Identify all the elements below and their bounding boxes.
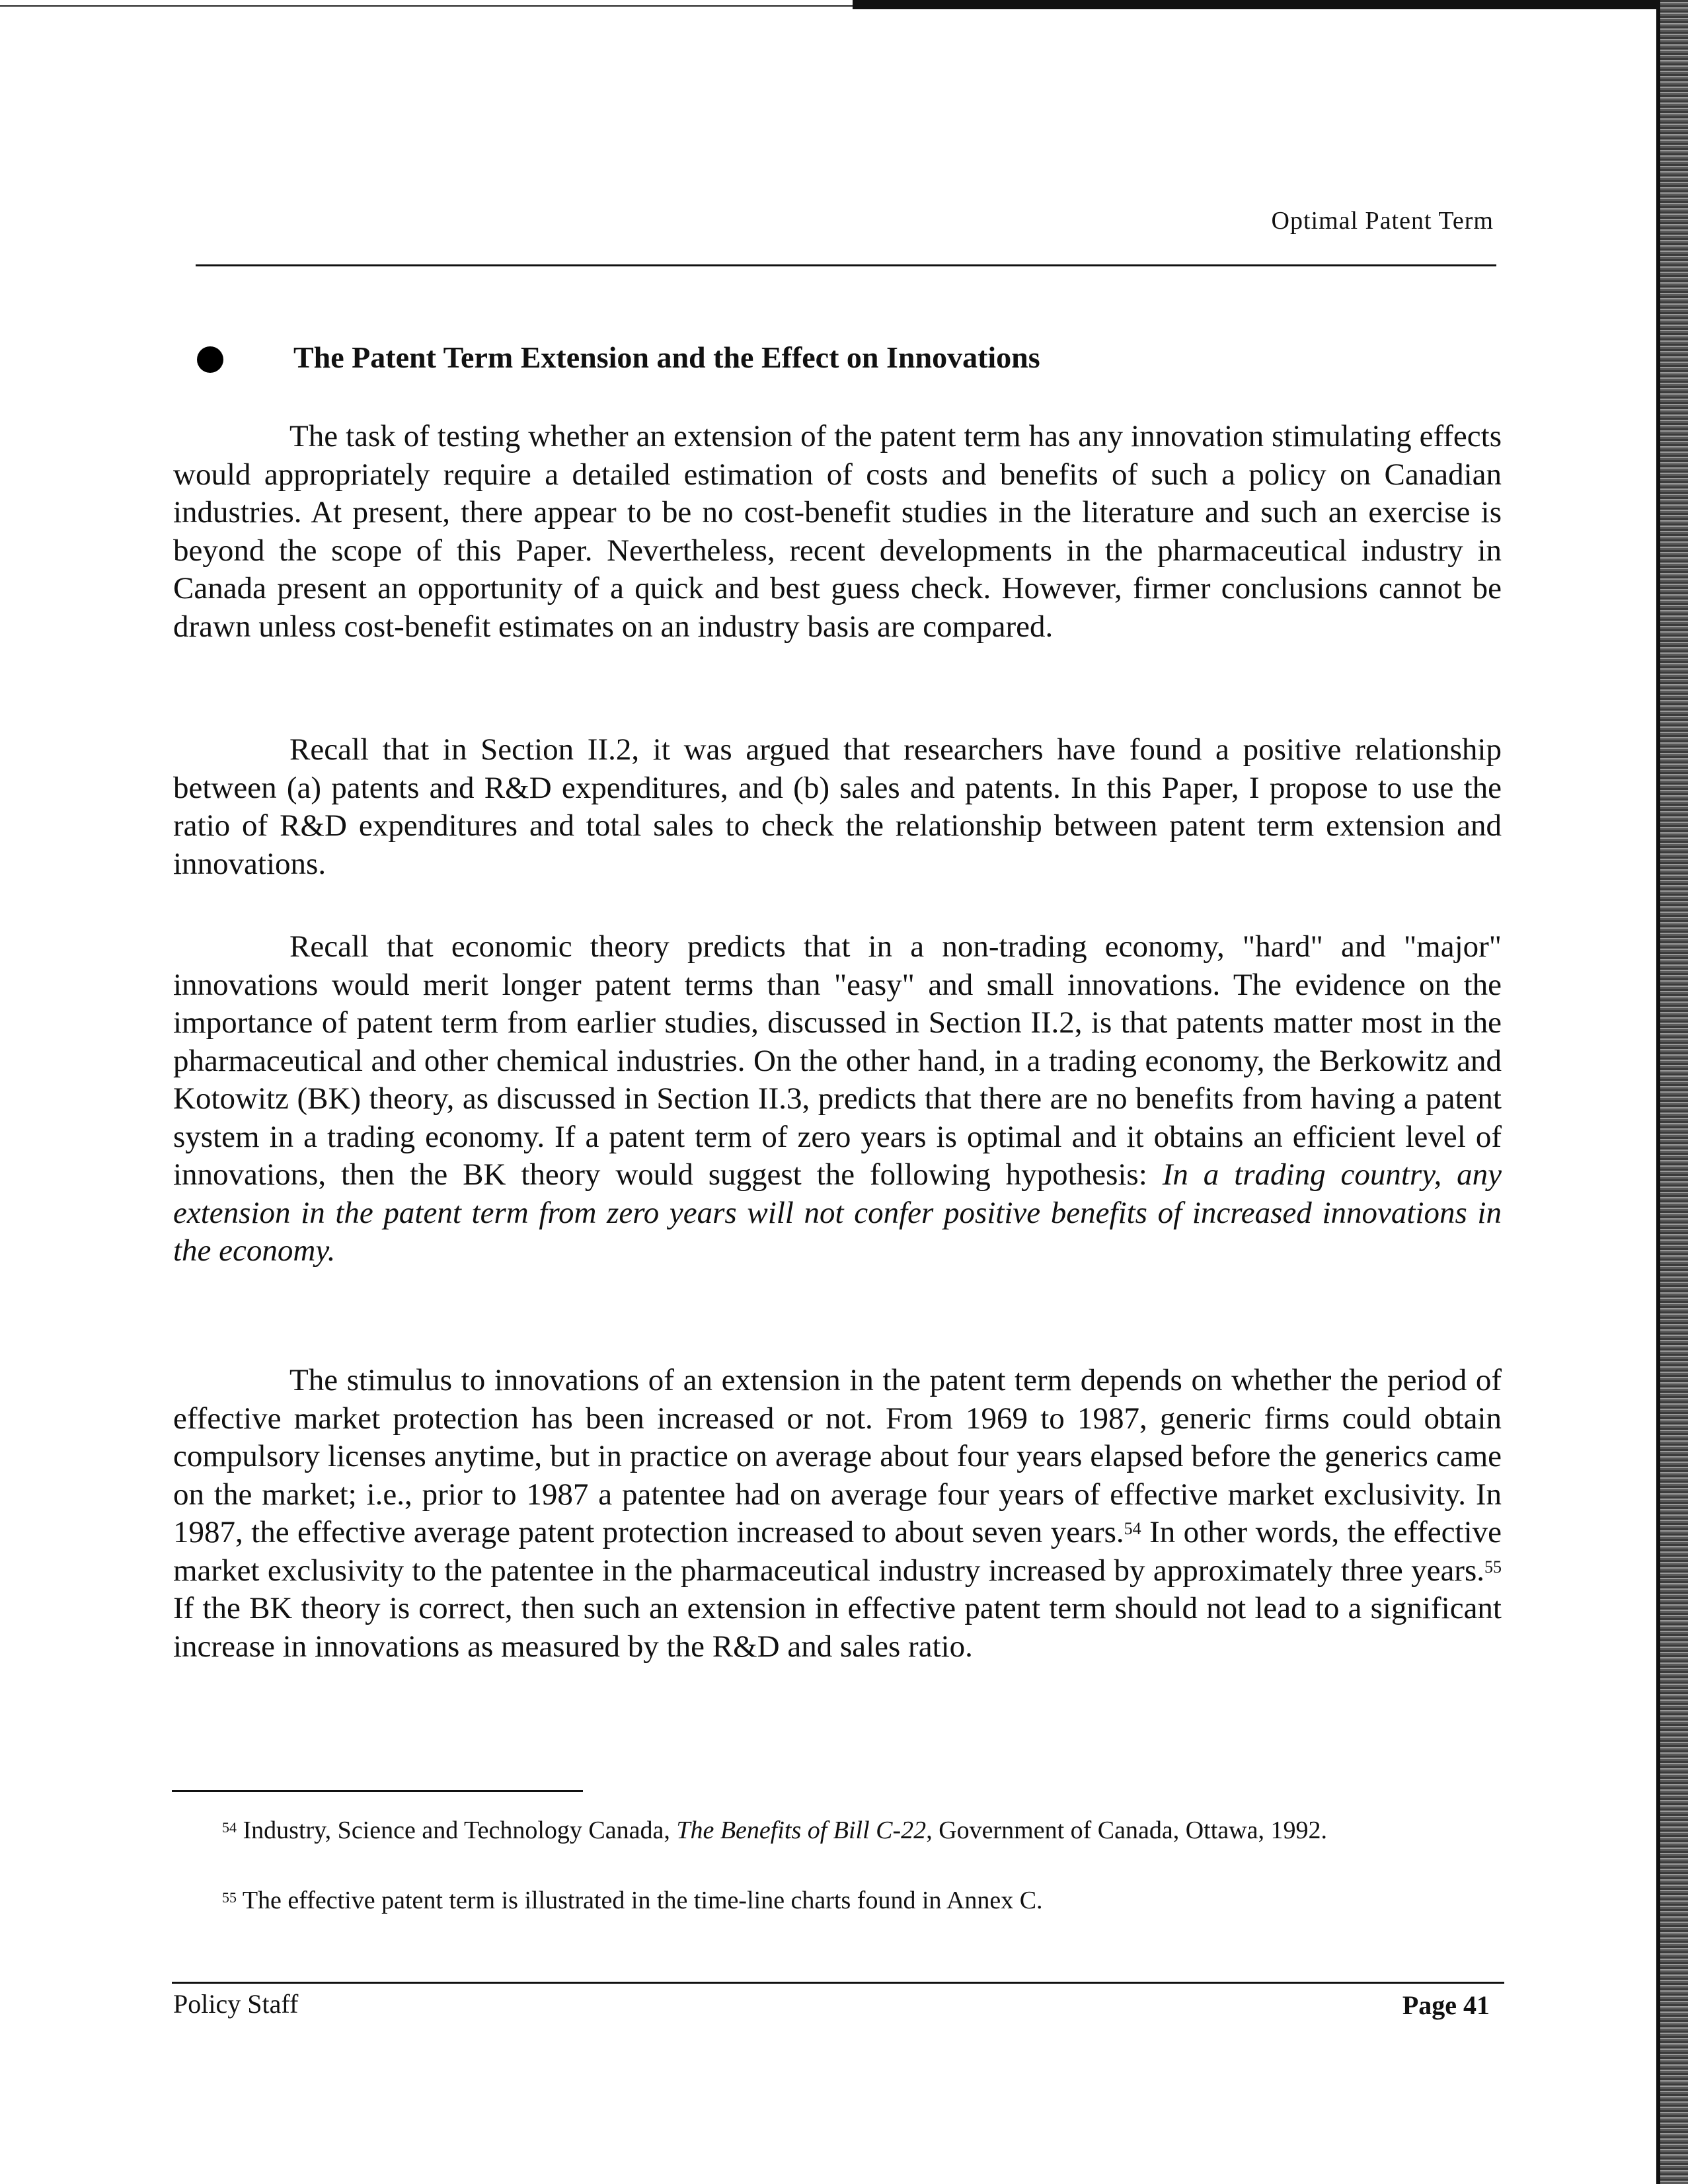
- footnote-ref-55: 55: [1484, 1557, 1502, 1577]
- footer-rule: [172, 1982, 1504, 1984]
- header-rule: [196, 264, 1496, 266]
- paragraph-4: [173, 1362, 1502, 1666]
- hypothesis-italic: In a trading country, any extension in the patent term from zero years will not confer positive benefits of increased innovations in the economy.: [173, 1157, 1502, 1268]
- footnote-separator: [172, 1790, 583, 1792]
- footnote-number: 54: [222, 1819, 237, 1836]
- footer-department: Policy Staff: [173, 1989, 299, 2019]
- footnote-text: The effective patent term is illustrated in the time-line charts found in Annex C.: [242, 1887, 1043, 1914]
- paragraph-3: [173, 928, 1502, 1270]
- scan-edge-shadow: [853, 0, 1660, 9]
- paragraph-1: The task of testing whether an extension of the patent term has any innovation stimulating effects would appropriately require a detailed estimation of costs and benefits of such a policy on Canadian industries. At present, there appear to be no cost-benefit studies in the literature and such an exercise is beyond the scope of this Paper. Nevertheless, recent developments in the pharmaceutical industry in Canada present an opportunity of a quick and best guess check. However, firmer conclusions cannot be drawn unless cost-benefit estimates on an industry basis are compared.: [173, 419, 1502, 644]
- footnote-cited-title: The Benefits of Bill C-22: [676, 1816, 927, 1844]
- scan-edge-noise: [1660, 0, 1688, 2184]
- paragraph-4-part-b: In other words, the effective market exclusivity to the patentee in the pharmaceutical industry increased by approximately three years.: [173, 1515, 1502, 1588]
- paragraph-2: Recall that in Section II.2, it was argued that researchers have found a positive relationship between (a) patents and R&D expenditures, and (b) sales and patents. In this Paper, I propose to use the ratio of R&D expenditures and total sales to check the relationship between patent term extension and innovations.: [173, 732, 1502, 881]
- footnote-55: [222, 1885, 1517, 1916]
- footnote-54: [222, 1815, 1517, 1846]
- running-header-title: Optimal Patent Term: [1271, 207, 1494, 235]
- bullet-icon: [197, 346, 223, 373]
- footnote-text: Industry, Science and Technology Canada,: [243, 1816, 670, 1844]
- footnote-ref-54: 54: [1124, 1519, 1141, 1538]
- section-heading: The Patent Term Extension and the Effect on Innovations: [293, 340, 1040, 374]
- paragraph-3-text: Recall that economic theory predicts that in a non-trading economy, "hard" and "major" innovations would merit longer patent terms than "easy" and small innovations. The evidence on the importance of patent term from earlier studies, discussed in Section II.2, is that patents matter most in the pharmaceutical and other chemical industries. On the other hand, in a trading economy, the Berkowitz and Kotowitz (BK) theory, as discussed in Section II.3, predicts that there are no benefits from having a patent system in a trading economy. If a patent term of zero years is optimal and it obtains an efficient level of innovations, then the BK theory would suggest the following hypothesis:: [173, 929, 1502, 1192]
- page-number: Page 41: [1402, 1990, 1490, 2020]
- footnote-text: , Government of Canada, Ottawa, 1992.: [926, 1816, 1327, 1844]
- paragraph-4-part-a: The stimulus to innovations of an extension in the patent term depends on whether the period of effective market protection has been increased or not. From 1969 to 1987, generic firms could obtain compulsory licenses anytime, but in practice on average about four years elapsed before the generics came on the market; i.e., prior to 1987 a patentee had on average four years of effective market exclusivity. In 1987, the effective average patent protection increased to about seven years.: [173, 1363, 1502, 1549]
- scan-edge-line: [0, 5, 853, 7]
- paragraph-4-part-c: If the BK theory is correct, then such an extension in effective patent term should not lead to a significant increase in innovations as measured by the R&D and sales ratio.: [173, 1591, 1502, 1664]
- footnote-number: 55: [222, 1889, 237, 1906]
